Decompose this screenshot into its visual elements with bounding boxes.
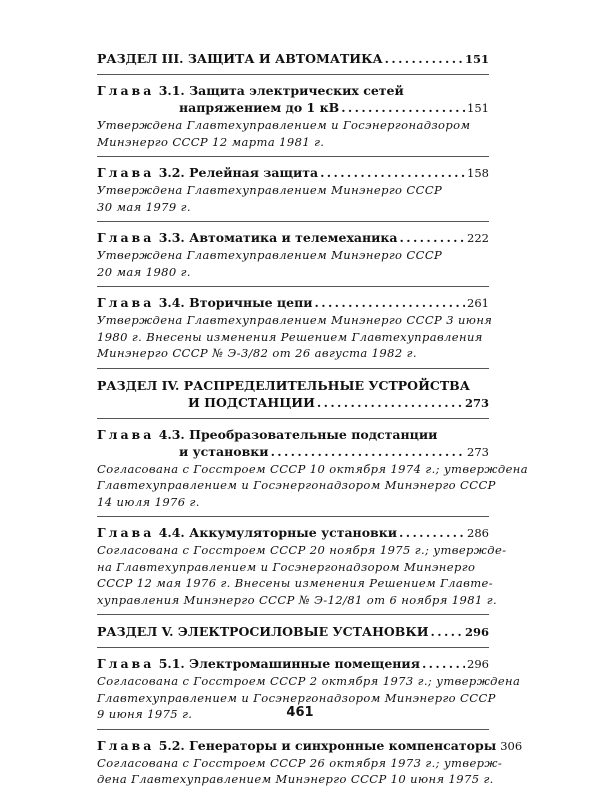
note-line: дена Главтехуправлением Минэнерго СССР 10 июня 1975 г. <box>97 772 494 786</box>
entry-title-text: РАЗДЕЛ IV. РАСПРЕДЕЛИТЕЛЬНЫЕ УСТРОЙСТВА <box>97 377 470 393</box>
chapter-prefix: Глава <box>97 295 155 310</box>
chapter-prefix: Глава <box>97 737 155 753</box>
note-line: Согласована с Госстроем СССР 26 октября 1973 г.; утверж- <box>97 755 503 770</box>
note-line: на Главтехуправлением и Госэнергонадзором Минэнерго <box>97 559 476 574</box>
chapter-entry <box>97 730 523 794</box>
dot-leader <box>400 229 466 246</box>
section-heading <box>97 369 489 418</box>
chapter-prefix: Глава <box>97 426 155 442</box>
dot-leader <box>431 623 463 640</box>
entry-title-text: напряжением до 1 кВ <box>179 100 340 115</box>
entry-title <box>97 164 318 181</box>
chapter-entry <box>97 75 489 156</box>
page-number: 461 <box>286 705 314 720</box>
toc-line <box>97 394 489 412</box>
note-line: Минэнерго СССР 12 марта 1981 г. <box>97 134 325 149</box>
approval-note <box>97 312 493 362</box>
toc-line <box>97 655 489 673</box>
entry-title-text: 4.4. Аккумуляторные установки <box>158 525 398 540</box>
entry-title <box>97 50 383 67</box>
table-of-contents <box>97 42 529 794</box>
note-line: Главтехуправлением и Госэнергонадзором Минэнерго СССР <box>97 690 496 705</box>
approval-note <box>97 755 503 788</box>
approval-note <box>97 182 489 215</box>
entry-title <box>97 378 470 393</box>
note-line: Утверждена Главтехуправлением и Госэнергонадзором <box>97 118 471 132</box>
note-line: 14 июля 1976 г. <box>97 494 200 509</box>
entry-title <box>97 737 496 754</box>
note-line: Согласована с Госстроем СССР 10 октября 1974 г.; утверждена <box>97 461 529 476</box>
page-ref: 261 <box>467 296 489 310</box>
page-ref: 273 <box>464 395 489 410</box>
approval-note <box>97 247 489 280</box>
toc-line <box>97 294 489 312</box>
note-line: Согласована с Госстроем СССР 2 октября 1973 г.; утверждена <box>97 674 521 688</box>
chapter-prefix: Глава <box>97 165 155 180</box>
dot-leader <box>317 394 463 411</box>
page-ref: 306 <box>500 738 523 753</box>
entry-title <box>179 443 269 460</box>
entry-title-text: 5.2. Генераторы и синхронные компенсаторы <box>158 737 497 753</box>
entry-title <box>97 229 398 246</box>
note-line: Утверждена Главтехуправлением Минэнерго СССР 3 июня <box>97 313 493 327</box>
chapter-entry <box>97 222 489 286</box>
page-ref: 286 <box>467 526 489 540</box>
dot-leader <box>315 294 466 311</box>
page-ref: 151 <box>464 52 489 66</box>
approval-note <box>97 542 507 608</box>
dot-leader <box>385 50 463 67</box>
entry-title <box>188 394 315 411</box>
approval-note <box>97 461 529 511</box>
chapter-prefix: Глава <box>97 230 155 245</box>
entry-title-text: 4.3. Преобразовательные подстанции <box>158 426 438 442</box>
dot-leader <box>341 99 465 116</box>
entry-title-text: и установки <box>179 443 269 459</box>
page-ref: 158 <box>467 166 489 180</box>
toc-line <box>97 50 489 68</box>
note-line: Утверждена Главтехуправлением Минэнерго СССР <box>97 183 443 197</box>
dot-leader <box>399 524 465 541</box>
entry-title <box>97 427 437 442</box>
page-ref: 296 <box>464 625 489 639</box>
toc-line <box>97 82 489 99</box>
toc-line <box>97 99 489 117</box>
note-line: Утверждена Главтехуправлением Минэнерго СССР <box>97 248 443 262</box>
chapter-prefix: Глава <box>97 83 155 98</box>
entry-title-text: 3.4. Вторичные цепи <box>158 295 313 310</box>
entry-title-text: РАЗДЕЛ V. ЭЛЕКТРОСИЛОВЫЕ УСТАНОВКИ <box>97 624 429 639</box>
entry-title-text: 3.1. Защита электрических сетей <box>158 83 404 98</box>
toc-line <box>97 737 523 755</box>
chapter-entry <box>97 287 493 368</box>
entry-title <box>97 294 313 311</box>
chapter-entry <box>97 157 489 221</box>
entry-title <box>97 655 420 672</box>
chapter-prefix: Глава <box>97 656 155 671</box>
entry-title <box>97 524 397 541</box>
section-heading <box>97 42 489 74</box>
note-line: хуправления Минэнерго СССР № Э-12/81 от 6 ноября 1981 г. <box>97 592 498 607</box>
page-ref: 222 <box>467 231 489 245</box>
chapter-entry <box>97 517 507 614</box>
toc-line <box>97 229 489 247</box>
note-line: Согласована с Госстроем СССР 20 ноября 1975 г.; утвержде- <box>97 543 507 557</box>
toc-line <box>97 164 489 182</box>
section-heading <box>97 615 489 647</box>
note-line: Минэнерго СССР № Э-3/82 от 26 августа 1982 г. <box>97 346 417 360</box>
toc-line <box>97 623 489 641</box>
dot-leader <box>320 164 465 181</box>
page-ref: 273 <box>467 444 489 459</box>
entry-title-text: И ПОДСТАНЦИИ <box>188 394 315 410</box>
toc-line <box>97 443 489 461</box>
page-ref: 296 <box>467 657 489 671</box>
note-line: 20 мая 1980 г. <box>97 264 191 279</box>
page-ref: 151 <box>467 101 489 115</box>
chapter-entry <box>97 419 529 517</box>
toc-line <box>97 524 489 542</box>
note-line: 1980 г. Внесены изменения Решением Главтехуправления <box>97 329 483 344</box>
toc-line <box>97 426 489 443</box>
note-line: СССР 12 мая 1976 г. Внесены изменения Решением Главте- <box>97 576 494 590</box>
note-line: 9 июня 1975 г. <box>97 707 193 721</box>
entry-title <box>97 623 429 640</box>
note-line: Главтехуправлением и Госэнергонадзором Минэнерго СССР <box>97 478 496 492</box>
entry-title-text: 3.3. Автоматика и телемеханика <box>158 230 398 245</box>
entry-title-text: 3.2. Релейная защита <box>158 165 319 180</box>
chapter-prefix: Глава <box>97 525 155 540</box>
dot-leader <box>271 443 465 460</box>
dot-leader <box>422 655 465 672</box>
note-line: 30 мая 1979 г. <box>97 199 191 214</box>
entry-title-text: РАЗДЕЛ III. ЗАЩИТА И АВТОМАТИКА <box>97 51 383 66</box>
approval-note <box>97 117 489 150</box>
entry-title-text: 5.1. Электромашинные помещения <box>158 656 420 671</box>
entry-title <box>179 99 339 116</box>
entry-title <box>97 83 404 98</box>
toc-line <box>97 377 489 394</box>
